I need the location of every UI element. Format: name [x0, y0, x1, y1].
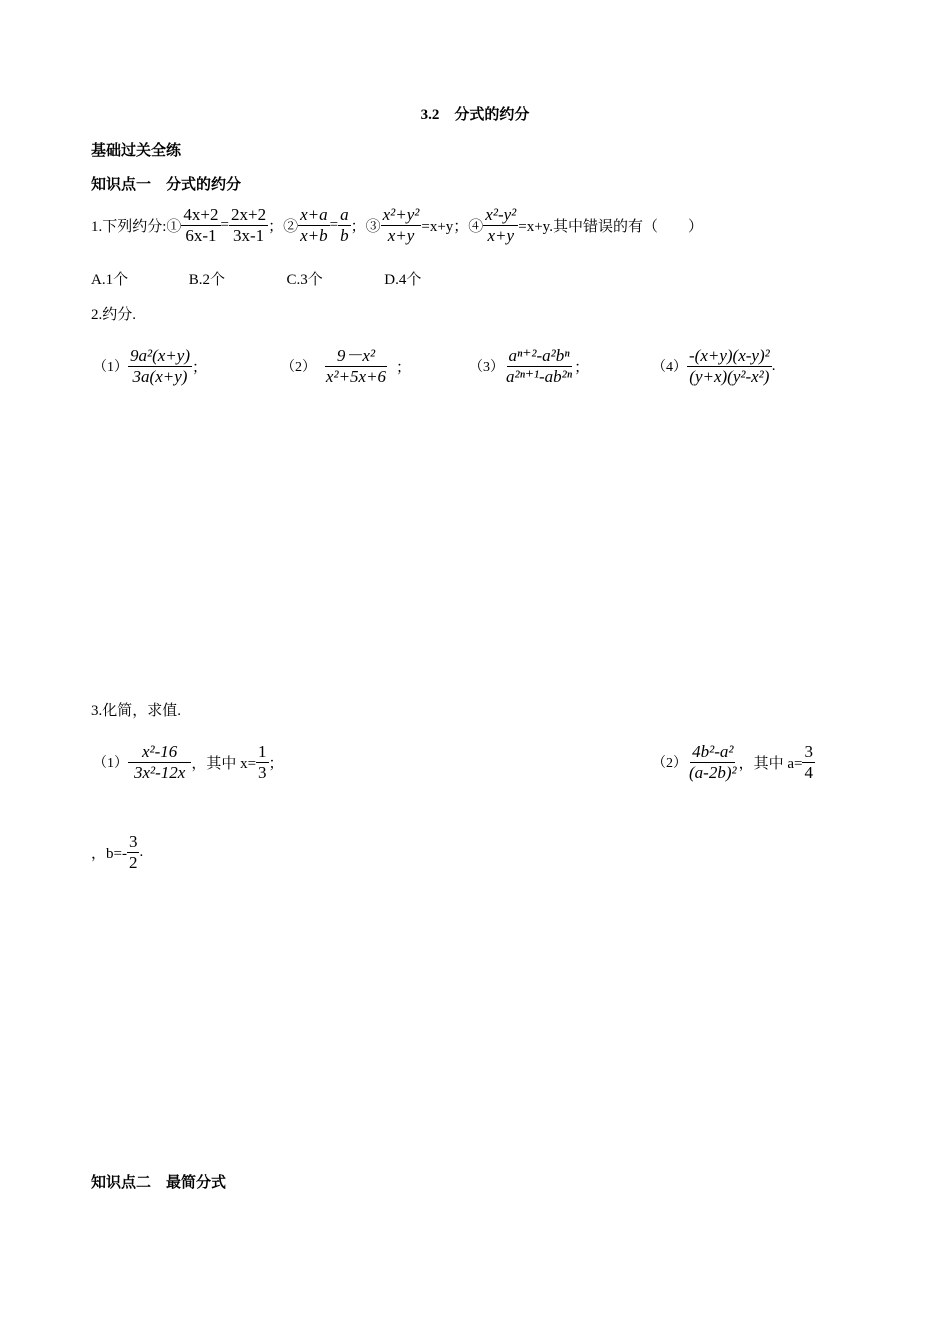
numerator: 4b²-a²: [692, 742, 734, 761]
q1-fraction-3: [298, 205, 330, 245]
denominator: 3: [258, 762, 267, 782]
knowledge-point-1: 知识点一 分式的约分: [91, 177, 242, 193]
item-label: （3）: [469, 360, 504, 376]
result-text: =x+y.其中错误的有（ ）: [518, 218, 703, 235]
numerator: x+a: [300, 205, 328, 224]
numerator: 1: [258, 742, 267, 761]
numerator: x²-y²: [485, 205, 517, 224]
question-3-prefix: 3.化简，求值.: [91, 703, 182, 719]
q2-item-3: [469, 346, 589, 386]
item-end: ；: [191, 359, 207, 376]
denominator: b: [340, 225, 349, 245]
numerator: 4x+2: [183, 205, 219, 224]
condition-text: ，其中 a=: [738, 755, 803, 772]
item-label: （1）: [93, 756, 128, 772]
page-title: 3.2 分式的约分: [420, 107, 530, 123]
q1-fraction-5: [381, 205, 422, 245]
q3-fraction-2: [687, 742, 739, 782]
knowledge-point-2: 知识点二 最简分式: [91, 1175, 227, 1191]
numerator: x²+y²: [382, 205, 420, 224]
separator: ；③: [350, 218, 381, 235]
item-label: （4）: [652, 360, 687, 376]
numerator: x²-16: [128, 742, 191, 763]
q1-fraction-2: [229, 205, 268, 245]
option-d[interactable]: D.4个: [384, 272, 422, 288]
item-end: ；: [396, 359, 412, 376]
denominator: 2: [128, 852, 138, 872]
condition-text: ，其中 x=: [191, 755, 257, 772]
item-label: （1）: [93, 360, 128, 376]
denominator: 3x-1: [232, 225, 265, 245]
item-end: .: [771, 357, 776, 374]
numerator: 3: [128, 832, 138, 851]
q2-fraction-4: [687, 346, 772, 386]
denominator: 4: [804, 762, 813, 782]
q1-options: [91, 268, 478, 289]
item-end: .: [139, 843, 144, 860]
item-label: （2）: [652, 756, 687, 772]
q3-value-x: [256, 742, 269, 782]
q3-fraction-1: [128, 742, 191, 782]
q3-value-b: [127, 832, 140, 872]
q3-item-1: [93, 742, 284, 782]
q1-fraction-4: [338, 205, 351, 245]
q3-item-2: [652, 742, 815, 782]
q3-continuation: [91, 832, 143, 872]
q2-item-1: [93, 346, 207, 386]
denominator: 6x-1: [185, 225, 217, 245]
numerator: 9－x²: [325, 346, 387, 367]
section-heading: 基础过关全练: [91, 143, 182, 159]
q1-fraction-6: [483, 205, 518, 245]
q1-fraction-1: [181, 205, 220, 245]
denominator: (y+x)(y²-x²): [689, 366, 770, 386]
equals-sign: =: [220, 216, 229, 233]
q2-fraction-3: [504, 346, 574, 386]
denominator: x+y: [387, 225, 415, 245]
denominator: x²+5x+6: [325, 366, 387, 386]
numerator: 2x+2: [230, 205, 267, 224]
denominator: 3x²-12x: [133, 762, 186, 782]
numerator: 3: [804, 742, 813, 761]
question-1: [91, 205, 703, 245]
denominator: x+b: [300, 225, 328, 245]
question-2-prefix: 2.约分.: [91, 307, 137, 323]
item-label: （2）: [281, 360, 316, 376]
option-b[interactable]: B.2个: [188, 272, 226, 288]
numerator: -(x+y)(x-y)²: [689, 346, 770, 365]
q3-value-a: [802, 742, 815, 782]
equals-sign: =: [329, 216, 339, 233]
option-a[interactable]: A.1个: [91, 272, 129, 288]
denominator: (a-2b)²: [689, 762, 737, 782]
result-text: =x+y；④: [421, 218, 484, 235]
item-end: ；: [574, 359, 590, 376]
q2-item-2: [281, 346, 411, 386]
q2-item-4: [652, 346, 775, 386]
item-end: ；: [268, 755, 284, 772]
q1-prefix: 1.下列约分:①: [91, 218, 182, 235]
q2-fraction-2: [316, 346, 396, 386]
option-c[interactable]: C.3个: [286, 272, 323, 288]
denominator: a²ⁿ⁺¹-ab²ⁿ: [506, 366, 573, 386]
numerator: a: [340, 205, 349, 224]
denominator: 3a(x+y): [132, 366, 188, 386]
separator: ；②: [268, 218, 299, 235]
condition-text: ，b=-: [91, 845, 127, 862]
denominator: x+y: [487, 225, 515, 245]
numerator: aⁿ⁺²-a²bⁿ: [508, 346, 570, 365]
numerator: 9a²(x+y): [130, 346, 190, 365]
q2-fraction-1: [128, 346, 192, 386]
